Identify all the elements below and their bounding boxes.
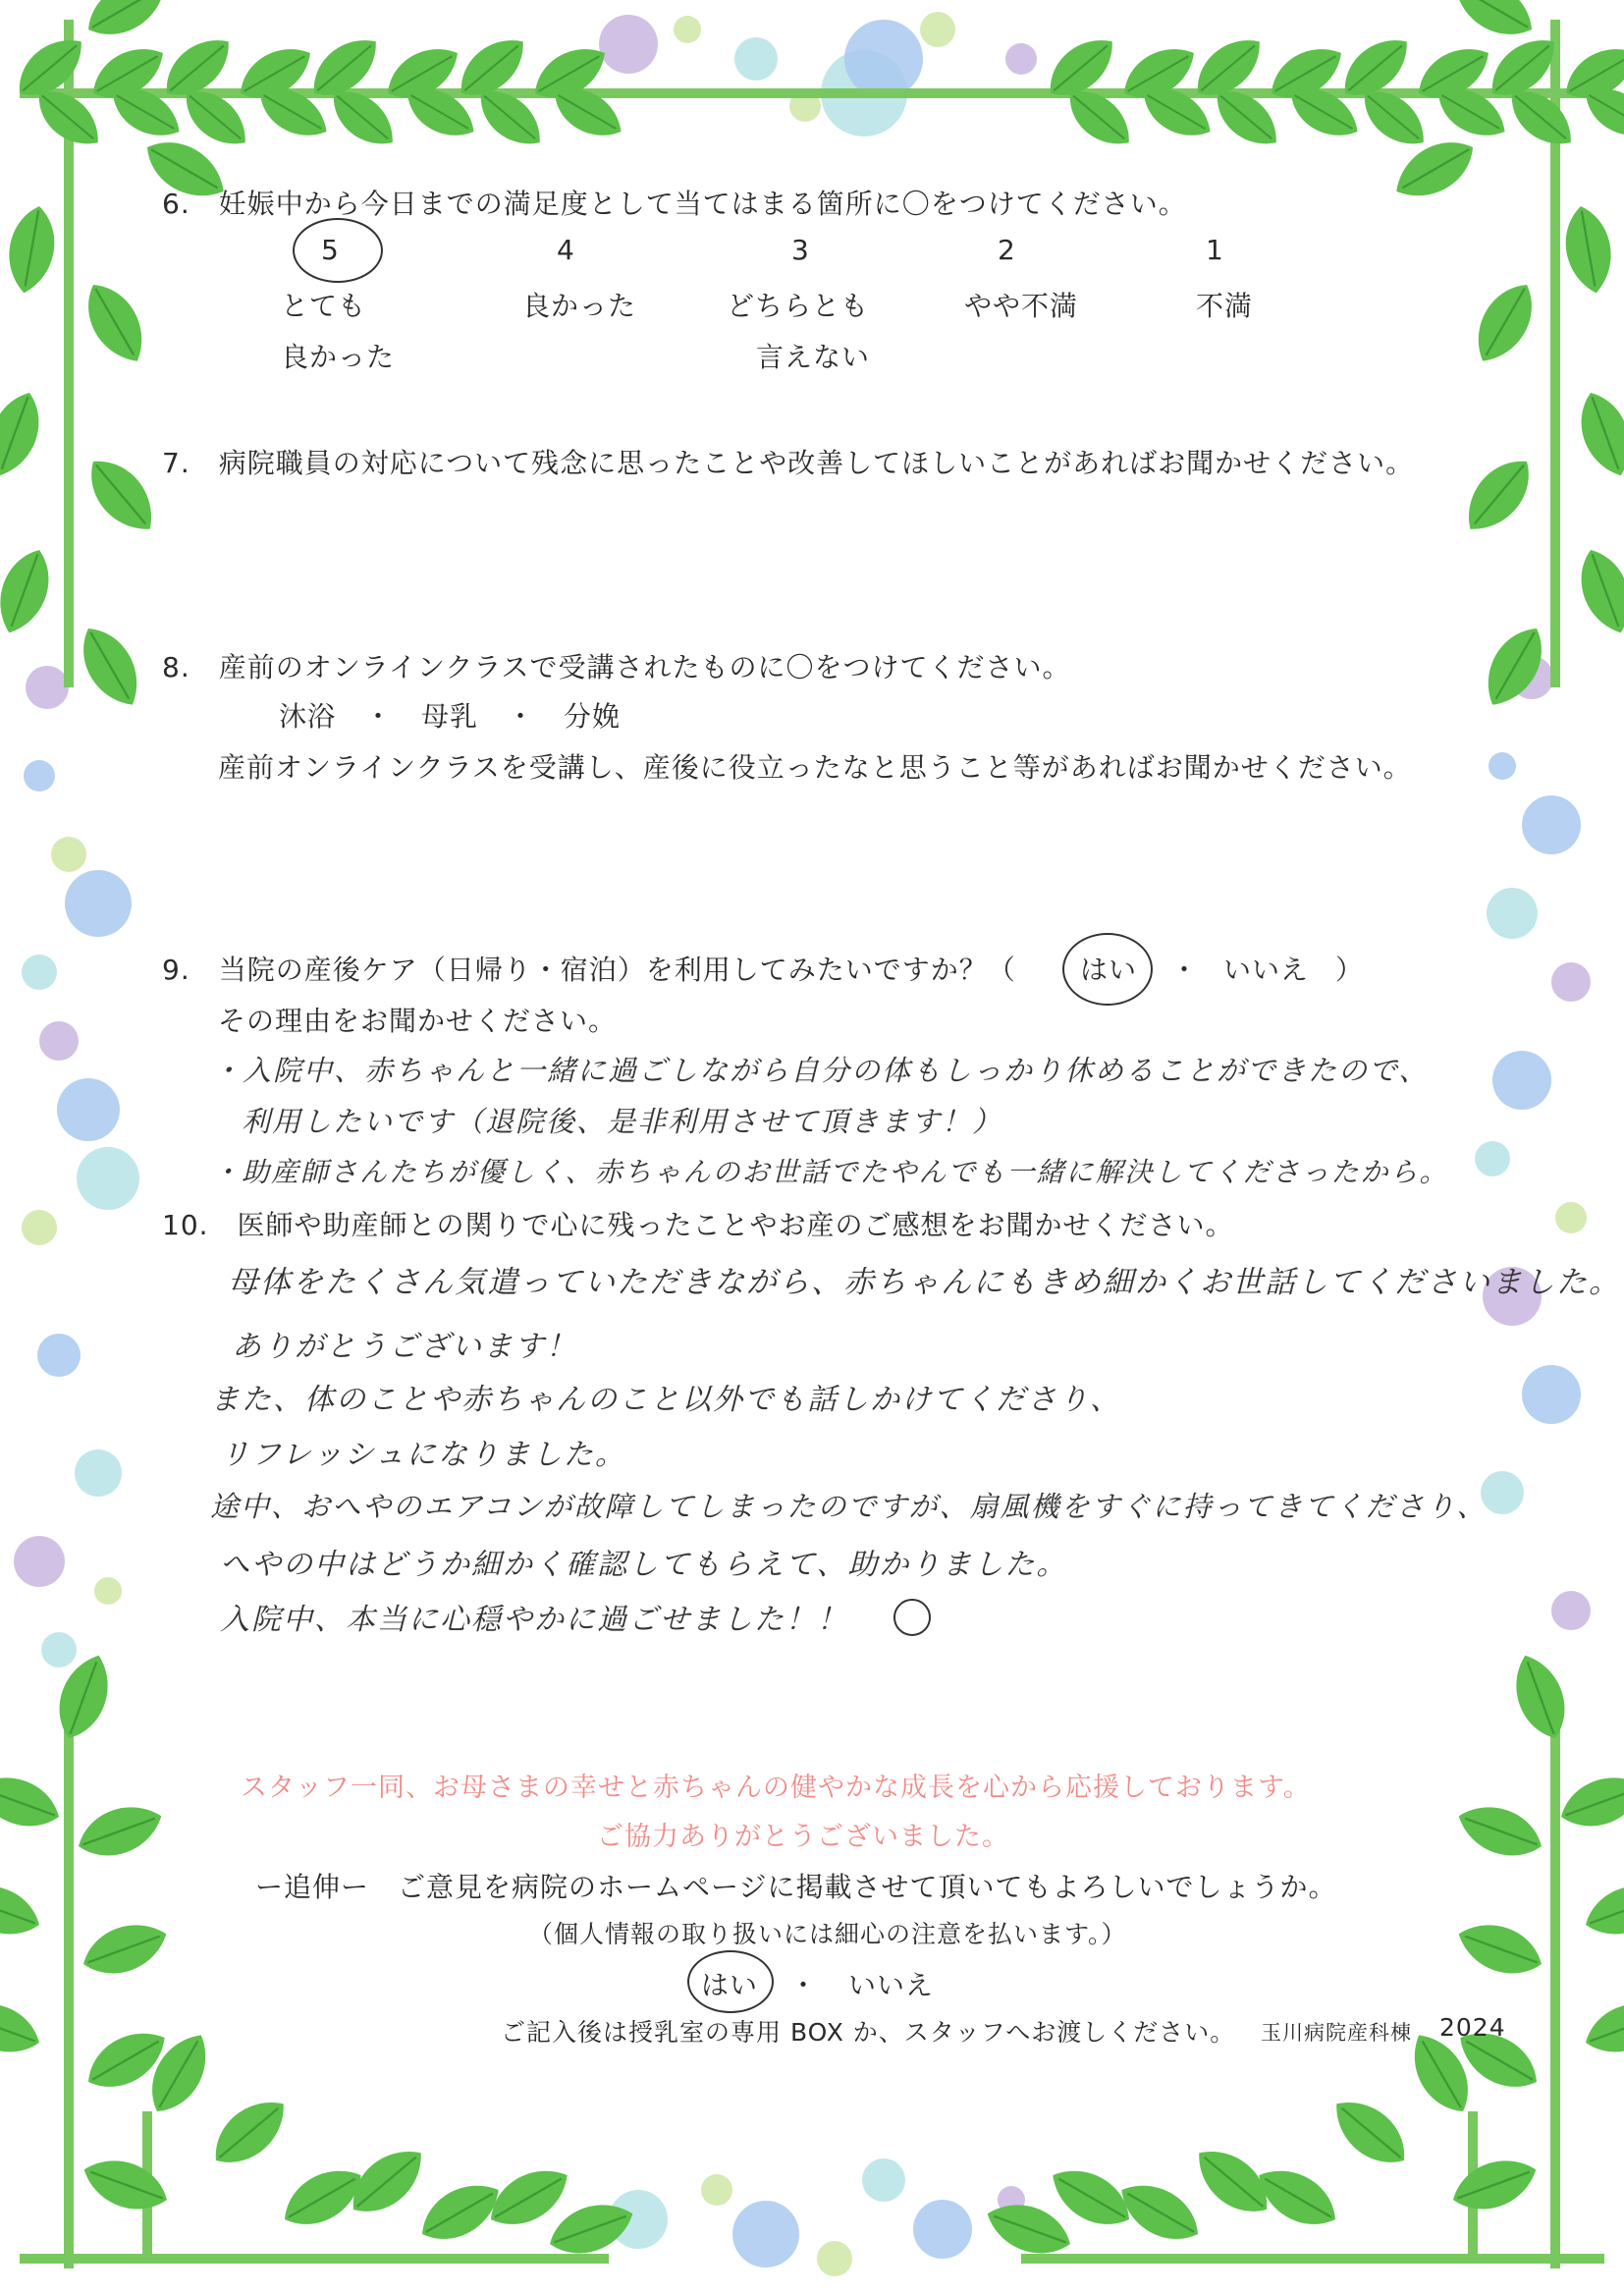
decorative-dot xyxy=(37,1334,81,1377)
decorative-dot xyxy=(817,2241,852,2276)
footer-instructions: ご記入後は授乳室の専用 BOX か、スタッフへお渡しください。 xyxy=(501,2018,1236,2047)
q8-prompt: 産前オンラインクラスを受講し、産後に役立ったなと思うこと等があればお聞かせください。 xyxy=(218,751,1412,784)
decorative-leaf xyxy=(1578,1992,1624,2063)
q6-option-4-num[interactable]: 4 xyxy=(557,234,575,266)
q9-answer-line: ・入院中、赤ちゃんと一緒に過ごしながら自分の体もしっかり休めることができたので、 xyxy=(212,1054,1430,1087)
decorative-leaf xyxy=(75,274,157,372)
q6-option-3-num[interactable]: 3 xyxy=(791,234,810,266)
footer-postscript: ー追伸ー ご意見を病院のホームページに掲載させて頂いてもよろしいでしょうか。 xyxy=(255,1871,1337,1903)
decorative-dot xyxy=(1005,43,1037,75)
footer-year: 2024 xyxy=(1439,2013,1506,2042)
leaf-shape xyxy=(0,1992,47,2063)
decorative-dot xyxy=(1475,1141,1510,1176)
decorative-leaf xyxy=(0,1874,47,1945)
leaf-shape xyxy=(1578,1992,1624,2063)
q6-option-5-label2: 良かった xyxy=(281,341,396,373)
q6-option-4-label: 良かった xyxy=(522,290,637,322)
decorative-dot xyxy=(674,16,701,43)
q7-title: 7. 病院職員の対応について残念に思ったことや改善してほしいことがあればお聞かせください。 xyxy=(162,447,1415,479)
decorative-leaf xyxy=(1444,0,1543,48)
q6-option-5-num[interactable]: 5 xyxy=(321,234,340,266)
q8-options[interactable]: 沐浴 ・ 母乳 ・ 分娩 xyxy=(279,700,622,733)
q6-option-2-num[interactable]: 2 xyxy=(998,234,1016,266)
footer-yes-option[interactable]: はい xyxy=(701,1969,759,2001)
decorative-leaf xyxy=(1451,1913,1549,1985)
decorative-leaf xyxy=(1553,1766,1624,1837)
footer-message: スタッフ一同、お母さまの幸せと赤ちゃんの健やかな成長を心から応援しております。 xyxy=(241,1773,1311,1803)
decorative-dot xyxy=(77,1147,139,1210)
decorative-dot xyxy=(1551,962,1591,1002)
leaf-shape xyxy=(1578,1874,1624,1945)
q9-separator: ・ xyxy=(1170,954,1200,986)
decorative-dot xyxy=(1492,1051,1551,1110)
q6-option-1-label: 不満 xyxy=(1196,290,1254,322)
decorative-dot xyxy=(844,20,923,98)
decorative-leaf xyxy=(1451,1795,1549,1867)
decorative-leaf xyxy=(0,385,50,483)
decorative-dot xyxy=(734,37,778,81)
q6-option-5-label: とても xyxy=(281,290,367,322)
smiley-icon xyxy=(893,1599,931,1636)
q10-answer-line: ありがとうございます！ xyxy=(232,1330,577,1364)
decorative-leaf xyxy=(77,448,167,544)
decorative-leaf xyxy=(1570,542,1624,640)
decorative-dot xyxy=(57,1078,120,1141)
decorative-leaf xyxy=(1464,274,1546,372)
decorative-dot xyxy=(913,2200,972,2259)
decorative-leaf xyxy=(78,0,176,48)
leaf-shape xyxy=(0,542,60,640)
decorative-leaf xyxy=(0,542,60,640)
decorative-leaf xyxy=(71,1795,169,1867)
decorative-leaf xyxy=(202,2087,298,2177)
footer-separator: ・ xyxy=(789,1969,819,2001)
q6-option-1-num[interactable]: 1 xyxy=(1206,234,1224,266)
q10-title: 10. 医師や助産師との関りで心に残ったことやお産のご感想をお聞かせください。 xyxy=(162,1209,1234,1241)
q9-yes-option[interactable]: はい xyxy=(1080,954,1138,986)
decorative-dot xyxy=(1551,1591,1591,1630)
leaf-shape xyxy=(0,385,50,483)
q10-answer-line: へやの中はどうか細かく確認してもらえて、助かりました。 xyxy=(220,1548,1068,1582)
q9-no-option[interactable]: いいえ xyxy=(1223,954,1310,986)
decorative-leaf xyxy=(1453,448,1543,544)
decorative-leaf xyxy=(1445,2149,1543,2220)
decorative-leaf xyxy=(2,202,61,297)
decorative-dot xyxy=(1481,1471,1524,1514)
q9-close-paren: ） xyxy=(1335,954,1365,986)
decorative-leaf xyxy=(1504,1648,1576,1746)
decorative-dot xyxy=(1555,1202,1587,1233)
leaf-shape xyxy=(1553,1766,1624,1837)
footer-thanks: ご協力ありがとうございました。 xyxy=(597,1822,1009,1852)
decorative-leaf xyxy=(1323,2087,1419,2177)
leaf-shape xyxy=(0,1874,47,1945)
decorative-dot xyxy=(22,955,57,990)
decorative-dot xyxy=(24,760,55,792)
leaf-shape xyxy=(1570,385,1624,483)
decorative-dot xyxy=(65,870,132,937)
q9-answer-line: ・助産師さんたちが優しく、赤ちゃんのお世話でたやんでも一緒に解決してくださったから。 xyxy=(212,1156,1449,1188)
decorative-leaf xyxy=(1559,202,1618,297)
leaf-shape xyxy=(1570,542,1624,640)
leaf-shape xyxy=(0,1766,67,1837)
footer-no-option[interactable]: いいえ xyxy=(848,1969,935,2001)
decorative-dot xyxy=(862,2158,905,2202)
decorative-dot xyxy=(41,1632,77,1667)
q6-option-2-label: やや不満 xyxy=(964,290,1079,322)
decorative-dot xyxy=(39,1021,79,1061)
q10-answer-line: 入院中、本当に心穏やかに過ごせました！！ xyxy=(220,1603,848,1637)
decorative-dot xyxy=(920,12,955,47)
decorative-dot xyxy=(701,2174,732,2206)
q10-answer-line: リフレッシュになりました。 xyxy=(220,1438,626,1472)
decorative-dot xyxy=(732,2201,799,2268)
q9-answer-line: 利用したいです（退院後、是非利用させて頂きます！） xyxy=(242,1105,1003,1138)
decorative-dot xyxy=(1522,795,1581,854)
decorative-leaf xyxy=(70,618,152,716)
decorative-leaf xyxy=(76,1913,174,1985)
decorative-dot xyxy=(26,666,69,709)
q10-answer-line: 途中、おへやのエアコンが故障してしまったのですが、扇風機をすぐに持ってきてくださり、 xyxy=(210,1490,1488,1523)
decorative-dot xyxy=(1522,1365,1581,1424)
q6-title: 6. 妊娠中から今日までの満足度として当てはまる箇所に〇をつけてください。 xyxy=(162,188,1187,220)
decorative-dot xyxy=(1487,888,1538,939)
q6-option-3-label2: 言えない xyxy=(756,341,871,373)
q6-option-3-label: どちらとも xyxy=(727,290,870,322)
decorative-leaf xyxy=(77,2149,175,2220)
decorative-leaf xyxy=(0,1992,47,2063)
decorative-dot xyxy=(51,837,86,872)
q9-title: 9. 当院の産後ケア（日帰り・宿泊）を利用してみたいですか？（ xyxy=(162,954,1016,986)
q8-title: 8. 産前のオンラインクラスで受講されたものに〇をつけてください。 xyxy=(162,651,1071,683)
decorative-leaf xyxy=(0,1766,67,1837)
decorative-dot xyxy=(14,1536,65,1587)
footer-org: 玉川病院産科棟 xyxy=(1261,2021,1412,2045)
q10-answer-line: 母体をたくさん気遣っていただきながら、赤ちゃんにもきめ細かくお世話してくださいました。 xyxy=(228,1265,1621,1300)
decorative-dot xyxy=(75,1449,122,1497)
decorative-dot xyxy=(599,15,658,74)
decorative-dot xyxy=(22,1210,57,1245)
footer-privacy: （個人情報の取り扱いには細心の注意を払います。） xyxy=(528,1920,1127,1948)
q9-reason-prompt: その理由をお聞かせください。 xyxy=(218,1005,618,1037)
decorative-dot xyxy=(94,1577,122,1605)
decorative-leaf xyxy=(1578,1874,1624,1945)
decorative-leaf xyxy=(1570,385,1624,483)
q10-answer-line: また、体のことや赤ちゃんのこと以外でも話しかけてくださり、 xyxy=(210,1383,1121,1417)
decorative-dot xyxy=(1489,752,1516,780)
